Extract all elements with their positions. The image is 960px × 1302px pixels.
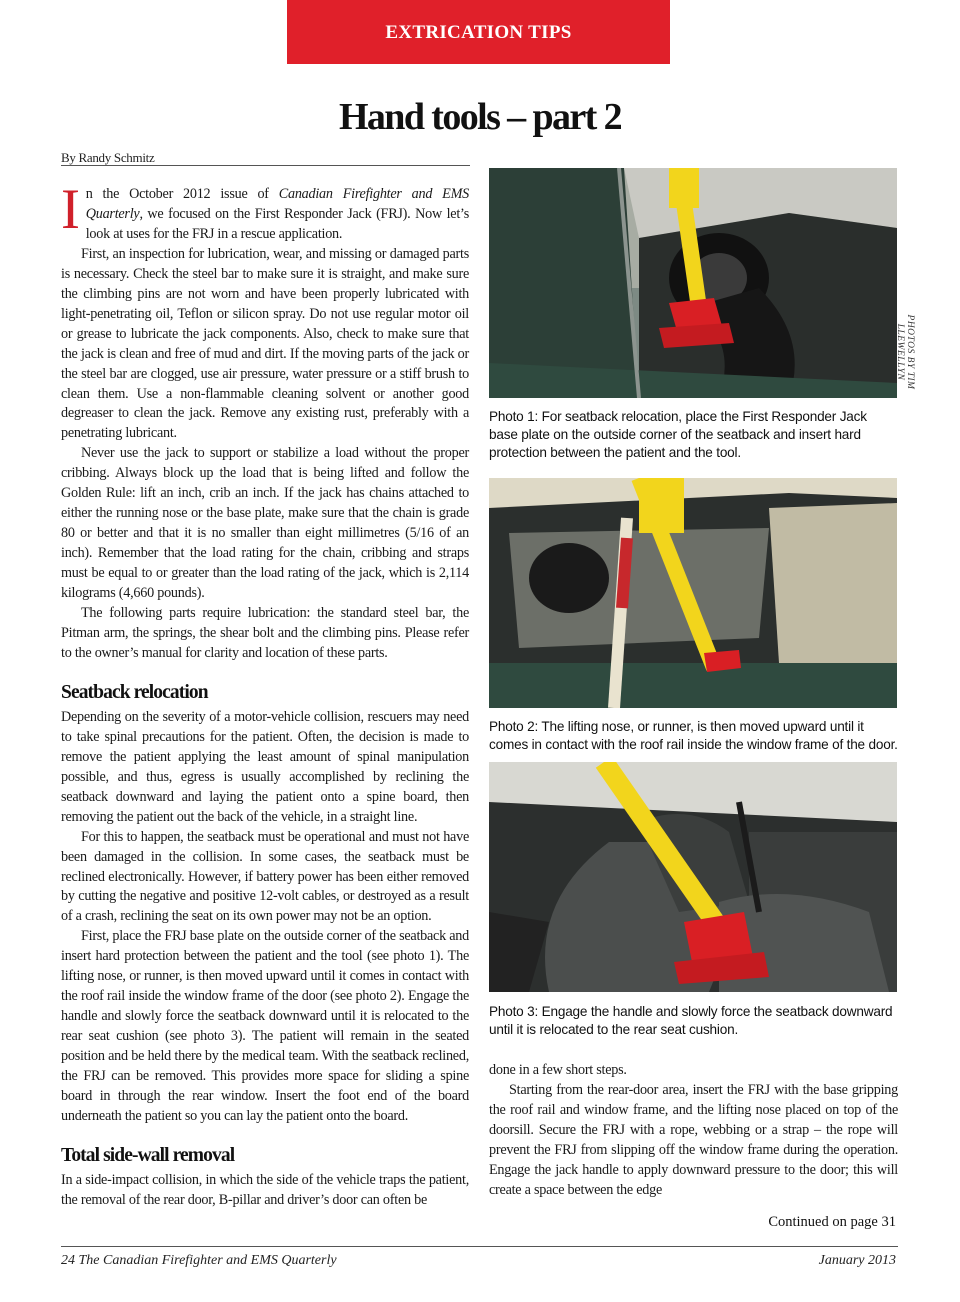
byline: By Randy Schmitz xyxy=(61,150,155,165)
footer-divider xyxy=(61,1246,898,1247)
paragraph: In a side-impact collision, in which the side of the vehicle traps the patient, the removal of the rear door, B-pillar and driver’s door can often be xyxy=(61,1171,469,1208)
photo-credit: PHOTOS BY TIM LLEWELLYN xyxy=(895,314,915,390)
photo-3-caption: Photo 3: Engage the handle and slowly force the seatback downward until it is relocated to the rear seat cushion. xyxy=(489,1004,893,1037)
photo-1-caption: Photo 1: For seatback relocation, place the First Responder Jack base plate on the outside corner of the seatback and insert hard protection between the patient and the tool. xyxy=(489,409,867,460)
photo-2 xyxy=(489,478,897,708)
subheading-seatback: Seatback relocation xyxy=(61,681,208,703)
drop-cap: I xyxy=(61,178,80,241)
paragraph: Starting from the rear-door area, insert the FRJ with the base gripping the roof rail and window frame, and the lifting nose placed on top of the doorsill. Secure the FRJ with a rope, webbing or a strap – the rope will prevent the FRJ from slipping off the window frame during the operation. Engage the jack handle to apply downward pressure to the door; this will create a space between the edge xyxy=(489,1081,898,1198)
paragraph-intro: In the October 2012 issue of Canadian Firefighter and EMS Quarterly, we focused on the First Responder Jack (FRJ). Now let’s look at uses for the FRJ in a rescue application. xyxy=(61,178,469,242)
right-column xyxy=(489,1061,898,1201)
photo-3 xyxy=(489,762,897,992)
paragraph: First, an inspection for lubrication, wear, and missing or damaged parts is necessary. Check the steel bar to make sure it is straight, and make sure the climbing pins are not worn and have been properly lubricated with light-penetrating oil, Teflon or silicon spray. Do not use regular motor oil or grease to lubricate the jack components. Also, check to make sure that the jack is clean and free of mud and dirt. If the moving parts of the jack or the steel bar are clogged, use air pressure, water pressure or a stiff brush to clean them. Use a non-flammable cleaning solvent or another good degreaser to clean the jack. Remove any existing rust, preferably with a penetrating lubricant. xyxy=(61,245,469,442)
footer-publication: 24 The Canadian Firefighter and EMS Quarterly xyxy=(61,1253,337,1268)
continued-note: Continued on page 31 xyxy=(768,1214,896,1230)
photo-1 xyxy=(489,168,897,398)
paragraph: done in a few short steps. xyxy=(489,1062,627,1078)
paragraph: Depending on the severity of a motor-vehicle collision, rescuers may need to take spinal precautions for the patient. Often, the decision is made to remove the patient applying the least amount of spinal manipulation possible, and thus, egress is usually accomplished by reclining the seatback downward and laying the patient onto a spine board, then removing the patient out the back of the vehicle, in a straight line. xyxy=(61,708,469,825)
paragraph: For this to happen, the seatback must be operational and must not have been damaged in the collision. In some cases, the seatback must be reclined electronically. However, if battery power has been either removed by cutting the negative and positive 12-volt cables, or destroyed as a result of a crash, reclining the seat on its own power may not be an option. xyxy=(61,828,469,925)
byline-divider xyxy=(61,165,470,166)
paragraph: First, place the FRJ base plate on the outside corner of the seatback and insert hard protection between the patient and the tool (see photo 1). The lifting nose, or runner, is then moved upward until it comes in contact with the roof rail inside the window frame of the door (see photo 2). Engage the handle and slowly force the seatback downward until it is relocated to the rear seat cushion (see photo 3). The patient will remain in the seated position and be held there by the medical team. With the seatback reclined, the FRJ can be removed. This provides more space for sliding a spine board in through the rear window. Insert the foot end of the board underneath the patient so you can lay the patient onto the board. xyxy=(61,928,469,1124)
photo-2-caption: Photo 2: The lifting nose, or runner, is then moved upward until it comes in contact with the roof rail inside the window frame of the door. xyxy=(489,719,898,752)
subheading-sidewall: Total side-wall removal xyxy=(61,1144,235,1166)
left-column xyxy=(61,178,469,1211)
article-title: Hand tools – part 2 xyxy=(338,96,622,138)
footer-date: January 2013 xyxy=(818,1253,896,1268)
paragraph: The following parts require lubrication: the standard steel bar, the Pitman arm, the springs, the shear bolt and the climbing pins. Please refer to the owner’s manual for clarity and location of these parts. xyxy=(61,605,469,661)
paragraph: Never use the jack to support or stabilize a load without the proper cribbing. Always block up the load that is being lifted and follow the Golden Rule: lift an inch, crib an inch. If the jack has chains attached to either the running nose or the base plate, make sure that the chain is grade 80 or better and that it is no smaller than eight millimetres (5/16 of an inch). Remember that the load rating for the chain, cribbing and straps must be equal to or greater than the load rating of the jack, which is 2,114 kilograms (4,660 pounds). xyxy=(61,445,469,602)
section-banner: EXTRICATION TIPS xyxy=(287,0,670,64)
